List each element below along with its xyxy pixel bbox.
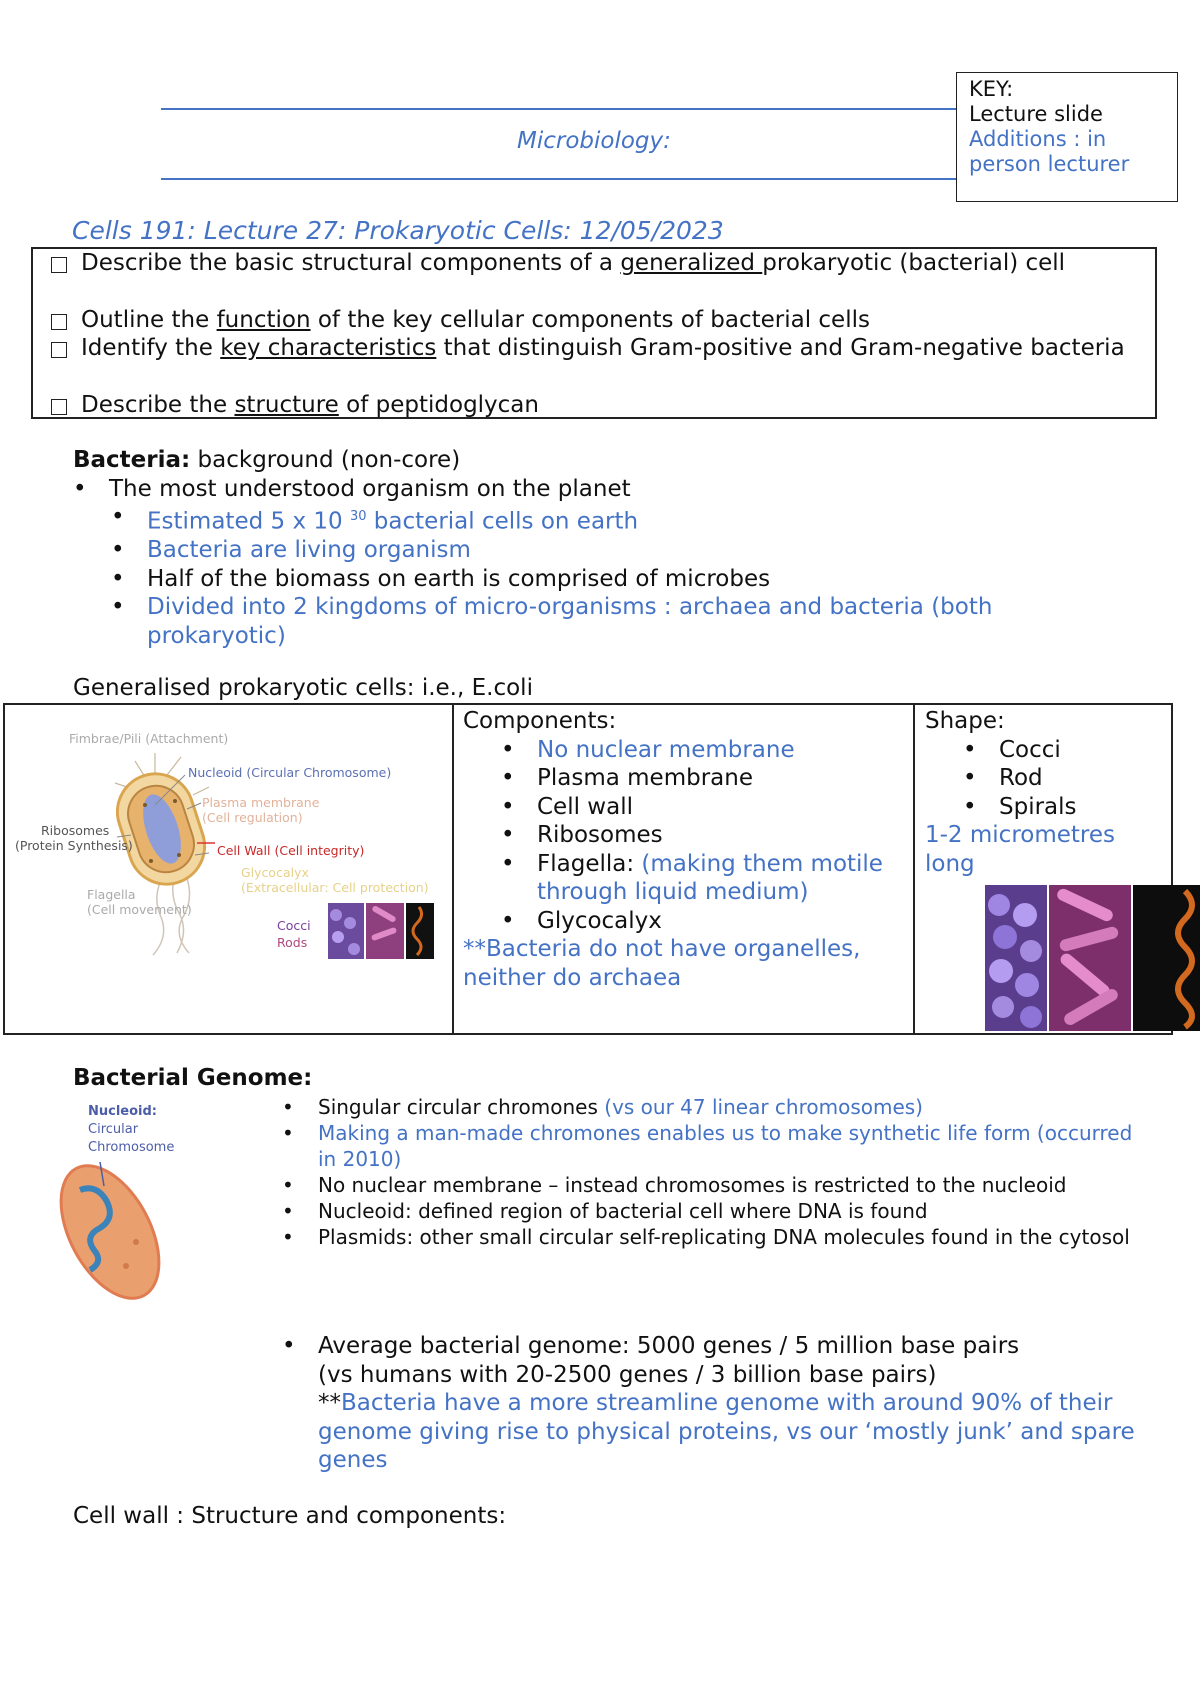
sub-text: bacterial cells on earth [366, 508, 639, 535]
list-item: • Plasmids: other small circular self-replicating DNA molecules found in the cytosol [318, 1224, 1148, 1250]
micrograph-panel [985, 885, 1200, 1031]
list-item: • No nuclear membrane – instead chromosomes is restricted to the nucleoid [318, 1172, 1148, 1198]
avg-note [318, 1389, 1148, 1475]
genome-text-blue: (vs our 47 linear chromosomes) [604, 1095, 923, 1119]
list-item: • Cell wall [537, 793, 905, 822]
bacteria-heading [73, 446, 1123, 475]
bacteria-section [73, 446, 1123, 650]
list-item: • Ribosomes [537, 821, 905, 850]
label-ribosomes: Ribosomes [41, 823, 110, 838]
header-top-rule [161, 108, 956, 110]
list-item: • Nucleoid: defined region of bacterial cell where DNA is found [318, 1198, 1148, 1224]
label-glycocalyx: Glycocalyx [241, 865, 309, 880]
shape-size: 1-2 micrometres long [925, 822, 1115, 877]
label-glycocalyx-sub: (Extracellular: Cell protection) [241, 880, 429, 895]
avg-line: (vs humans with 20-2500 genes / 3 billion base pairs) [318, 1361, 937, 1388]
bacteria-heading-rest: background (non-core) [190, 447, 461, 473]
objective-underline: generalized [620, 250, 763, 276]
list-item: • Spirals [999, 793, 1163, 822]
label-plasma: Plasma membrane [202, 795, 320, 810]
objective-text: of peptidoglycan [338, 392, 539, 418]
label-cocci: Cocci [277, 918, 311, 933]
avg-note-text: Bacteria have a more streamline genome with around 90% of their genome giving rise to physical proteins, vs our ‘mostly junk’ and spare genes [318, 1390, 1135, 1473]
label-flagella-sub: (Cell movement) [87, 902, 192, 917]
flagella-label: Flagella: [537, 850, 642, 877]
bacteria-list [109, 475, 1123, 504]
objective-text: Describe the basic structural components of a [81, 250, 621, 276]
superscript: 30 [349, 509, 367, 524]
figure-label: Nucleoid: [88, 1104, 158, 1119]
bacteria-heading-bold: Bacteria: [73, 447, 191, 473]
shape-column [915, 705, 1171, 1033]
key-label: KEY: [969, 77, 1014, 101]
genome-list [318, 1094, 1148, 1250]
list-item [318, 1332, 1148, 1475]
label-flagella: Flagella [87, 887, 136, 902]
lecture-title: Cells 191: Lecture 27: Prokaryotic Cells: 12/05/2023 [72, 216, 724, 245]
cellwall-heading: Cell wall : Structure and components: [73, 1503, 507, 1529]
avg-note-mark: ** [318, 1390, 341, 1416]
generalised-table [3, 703, 1173, 1035]
genome-average-list [318, 1332, 1148, 1475]
label-plasma-sub: (Cell regulation) [202, 810, 303, 825]
bacterium-illustration [5, 705, 452, 1033]
checkbox[interactable] [51, 342, 67, 358]
objective-item [81, 391, 1141, 420]
diagram-cell [4, 704, 453, 1034]
avg-line: • Average bacterial genome: 5000 genes / 5 million base pairs [318, 1333, 1020, 1359]
label-ribosomes-sub: (Protein Synthesis) [15, 838, 133, 853]
objective-underline: key characteristics [220, 335, 437, 361]
list-item: • Making a man-made chromones enables us to make synthetic life form (occurred in 2010) [318, 1120, 1148, 1172]
checkbox[interactable] [51, 314, 67, 330]
key-box [956, 72, 1178, 202]
list-item: • Plasma membrane [537, 764, 905, 793]
flagella-note: (making them motile through liquid medium) [537, 850, 883, 905]
checkbox[interactable] [51, 257, 67, 273]
objective-underline: structure [234, 392, 339, 418]
key-lecture: Lecture slide [969, 102, 1103, 126]
generalised-heading: Generalised prokaryotic cells: i.e., E.coli [73, 675, 533, 701]
objective-item [81, 306, 1141, 335]
objective-text: of the key cellular components of bacterial cells [310, 307, 870, 333]
components-note: **Bacteria do not have organelles, neither do archaea [463, 936, 861, 991]
bacteria-sublist [147, 503, 1127, 650]
sub-text: Estimated 5 x 10 [147, 508, 350, 535]
components-heading: Components: [463, 708, 617, 734]
objective-underline: function [216, 307, 311, 333]
list-item: • Bacteria are living organism [147, 536, 1127, 565]
objectives-box [31, 247, 1157, 419]
list-item: • No nuclear membrane [537, 736, 905, 765]
list-item: • The most understood organism on the planet [109, 475, 1123, 504]
components-cell [453, 704, 914, 1034]
objective-text: Identify the [81, 335, 221, 361]
label-fimbrae: Fimbrae/Pili (Attachment) [69, 731, 229, 746]
objective-item [81, 249, 1141, 278]
list-item: • Rod [999, 764, 1163, 793]
nucleoid-illustration [44, 1156, 194, 1306]
figure-sub: Chromosome [88, 1140, 175, 1155]
list-item [147, 503, 1127, 536]
list-item: • Cocci [999, 736, 1163, 765]
list-item [318, 1094, 1148, 1120]
objective-text: prokaryotic (bacterial) cell [762, 250, 1066, 276]
genome-text: Singular circular chromones [318, 1095, 605, 1119]
page-header-title: Microbiology: [517, 128, 671, 154]
shape-list [999, 736, 1163, 822]
genome-points [318, 1094, 1148, 1250]
list-item: • Half of the biomass on earth is comprised of microbes [147, 565, 1127, 594]
list-item: • Glycocalyx [537, 907, 905, 936]
objective-text: Describe the [81, 392, 235, 418]
list-item [537, 850, 905, 907]
genome-heading-text: Bacterial Genome: [73, 1065, 313, 1091]
cell-diagram [5, 705, 452, 1033]
label-nucleoid: Nucleoid (Circular Chromosome) [188, 765, 392, 780]
list-item: • Divided into 2 kingdoms of micro-organisms : archaea and bacteria (both prokaryotic) [147, 593, 1127, 650]
shape-heading: Shape: [925, 708, 1005, 734]
genome-figure [44, 1104, 194, 1304]
shape-cell [914, 704, 1172, 1034]
label-rods: Rods [277, 935, 308, 950]
components-list [537, 736, 905, 936]
objective-item [81, 334, 1141, 363]
genome-heading [73, 1064, 312, 1093]
components-column [454, 705, 913, 992]
header-bottom-rule [161, 178, 956, 180]
key-additions: Additions : in person lecturer [969, 127, 1130, 176]
objective-text: Outline the [81, 307, 217, 333]
objective-text: that distinguish Gram-positive and Gram-negative bacteria [436, 335, 1125, 361]
figure-sub: Circular [88, 1122, 139, 1137]
label-cellwall: Cell Wall (Cell integrity) [217, 843, 365, 858]
genome-average [318, 1332, 1148, 1475]
checkbox[interactable] [51, 399, 67, 415]
